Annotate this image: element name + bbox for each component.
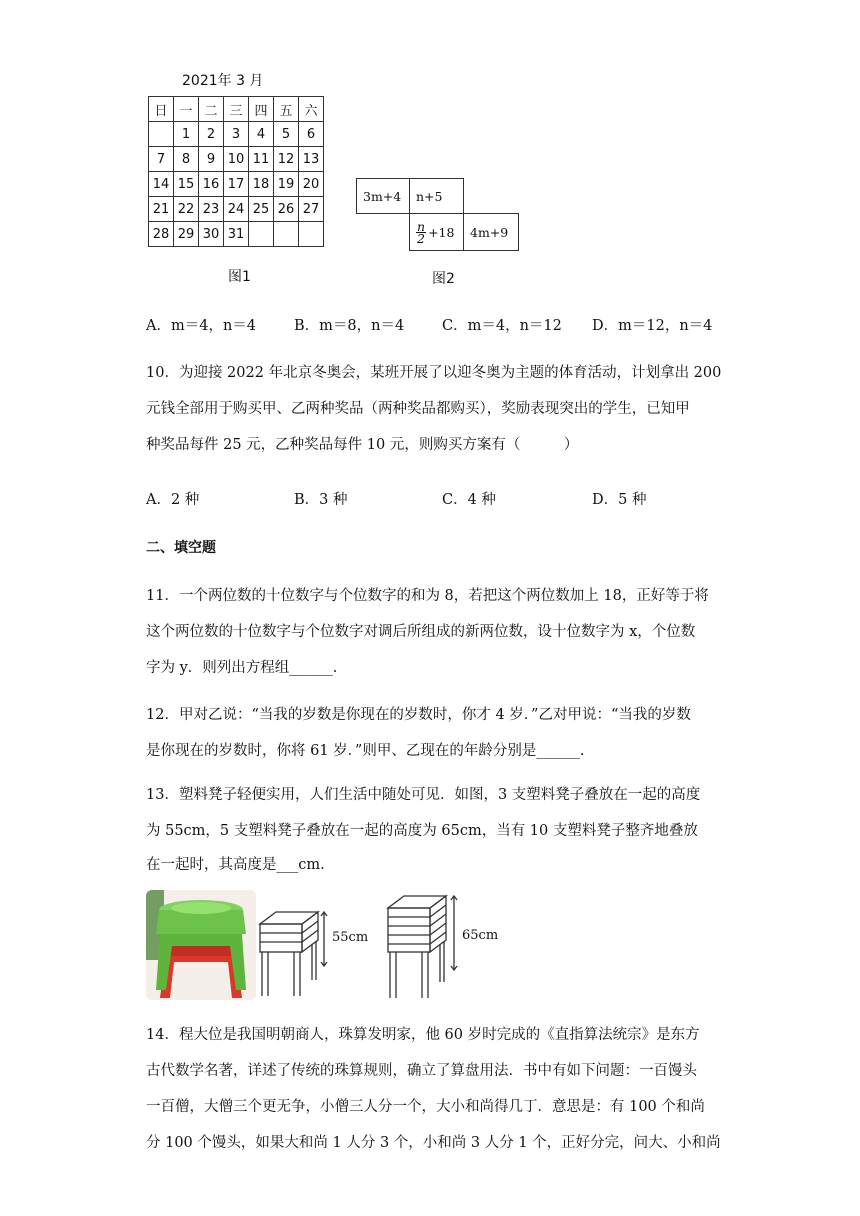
q11-line-1: 11．一个两位数的十位数字与个位数字的和为 8，若把这个两位数加上 18，正好等于将 — [146, 588, 709, 604]
q13-line-2: 为 55cm，5 支塑料凳子叠放在一起的高度为 65cm，当有 10 支塑料凳子整齐地叠放 — [146, 823, 698, 839]
calendar-day — [249, 222, 274, 247]
calendar-day: 26 — [274, 197, 299, 222]
q14-line-2: 古代数学名著，详述了传统的珠算规则，确立了算盘用法．书中有如下问题：一百馒头 — [146, 1063, 697, 1079]
fraction-denominator: 2 — [417, 230, 425, 246]
q10-option-b: B．3 种 — [294, 492, 348, 508]
calendar-day: 5 — [274, 122, 299, 147]
calendar-day: 24 — [224, 197, 249, 222]
q11-line-3: 字为 y．则列出方程组______. — [146, 660, 338, 676]
q10-option-c: C．4 种 — [442, 492, 496, 508]
calendar-table — [148, 96, 324, 247]
weekday-header: 三 — [224, 97, 249, 122]
calendar-week-row — [149, 222, 324, 247]
stool-diagram-large — [384, 894, 464, 1002]
calendar-day: 29 — [174, 222, 199, 247]
calendar-day: 22 — [174, 197, 199, 222]
calendar-week-row — [149, 122, 324, 147]
calendar-day: 30 — [199, 222, 224, 247]
q13-line-1: 13．塑料凳子轻便实用，人们生活中随处可见．如图，3 支塑料凳子叠放在一起的高度 — [146, 787, 701, 803]
q14-line-3: 一百僧，大僧三个更无争，小僧三人分一个，大小和尚得几丁．意思是：有 100 个和尚 — [146, 1099, 705, 1115]
q9-option-b: B．m＝8，n＝4 — [294, 318, 405, 334]
calendar-day: 4 — [249, 122, 274, 147]
q10-line-1: 10．为迎接 2022 年北京冬奥会，某班开展了以迎冬奥为主题的体育活动，计划拿出 200 — [146, 365, 722, 381]
calendar-day: 28 — [149, 222, 174, 247]
q9-option-c: C．m＝4，n＝12 — [442, 318, 562, 334]
calendar-title: 2021年 3 月 — [182, 73, 264, 89]
calendar-day: 10 — [224, 147, 249, 172]
q9-option-a: A．m＝4，n＝4 — [146, 318, 257, 334]
q10-option-d: D．5 种 — [592, 492, 647, 508]
q14-line-1: 14．程大位是我国明朝商人，珠算发明家，他 60 岁时完成的《直指算法统宗》是东方 — [146, 1027, 700, 1043]
q14-line-4: 分 100 个馒头，如果大和尚 1 人分 3 个，小和尚 3 人分 1 个，正好分完，问大、小和尚 — [146, 1135, 721, 1151]
q10-line-3: 种奖品每件 25 元，乙种奖品每件 10 元，则购买方案有（ ） — [146, 437, 579, 453]
box-expression: +18 — [428, 224, 455, 240]
calendar-day: 11 — [249, 147, 274, 172]
q10-line-2: 元钱全部用于购买甲、乙两种奖品（两种奖品都购买），奖励表现突出的学生，已知甲 — [146, 401, 690, 417]
calendar-day: 8 — [174, 147, 199, 172]
weekday-header: 日 — [149, 97, 174, 122]
calendar-day: 12 — [274, 147, 299, 172]
q13-line-3: 在一起时，其高度是___cm. — [146, 857, 325, 873]
calendar-day: 19 — [274, 172, 299, 197]
fraction-numerator: n — [417, 218, 426, 234]
stacked-stools-image — [146, 890, 256, 1000]
weekday-header: 一 — [174, 97, 199, 122]
calendar-header-row — [149, 97, 324, 122]
figure2-caption: 图2 — [432, 271, 455, 287]
height-label-55: 55cm — [332, 930, 369, 945]
calendar-week-row — [149, 197, 324, 222]
figure2-box-3 — [409, 213, 464, 251]
calendar-day: 15 — [174, 172, 199, 197]
weekday-header: 四 — [249, 97, 274, 122]
box-expression: 3m+4 — [363, 188, 402, 204]
calendar-day — [149, 122, 174, 147]
calendar-day: 17 — [224, 172, 249, 197]
box-expression: n+5 — [416, 188, 443, 204]
q11-line-2: 这个两位数的十位数字与个位数字对调后所组成的新两位数，设十位数字为 x，个位数 — [146, 624, 696, 640]
calendar-day: 20 — [299, 172, 324, 197]
calendar-week-row — [149, 172, 324, 197]
figure2-box-1 — [356, 178, 410, 214]
calendar-day: 3 — [224, 122, 249, 147]
calendar-day: 18 — [249, 172, 274, 197]
figure1-caption: 图1 — [228, 269, 251, 285]
weekday-header: 五 — [274, 97, 299, 122]
calendar-day — [274, 222, 299, 247]
calendar-day — [299, 222, 324, 247]
box-expression: 4m+9 — [470, 224, 509, 240]
weekday-header: 六 — [299, 97, 324, 122]
calendar-day: 21 — [149, 197, 174, 222]
q10-option-a: A．2 种 — [146, 492, 200, 508]
section-heading: 二、填空题 — [146, 540, 216, 556]
q12-line-2: 是你现在的岁数时，你将 61 岁．”则甲、乙现在的年龄分别是______. — [146, 743, 585, 759]
calendar-day: 23 — [199, 197, 224, 222]
calendar-day: 2 — [199, 122, 224, 147]
calendar-day: 1 — [174, 122, 199, 147]
q9-option-d: D．m＝12，n＝4 — [592, 318, 713, 334]
calendar-day: 14 — [149, 172, 174, 197]
calendar-week-row — [149, 147, 324, 172]
stool-diagram-small — [256, 910, 376, 1002]
fraction — [416, 218, 426, 246]
height-label-65: 65cm — [462, 928, 499, 943]
calendar-day: 25 — [249, 197, 274, 222]
weekday-header: 二 — [199, 97, 224, 122]
calendar-day: 27 — [299, 197, 324, 222]
stool-photo — [146, 890, 256, 1000]
calendar-day: 6 — [299, 122, 324, 147]
figure2-box-2 — [409, 178, 464, 214]
calendar-day: 16 — [199, 172, 224, 197]
q12-line-1: 12．甲对乙说：“当我的岁数是你现在的岁数时，你才 4 岁．”乙对甲说：“当我的岁数 — [146, 707, 691, 723]
calendar-day: 13 — [299, 147, 324, 172]
calendar-day: 31 — [224, 222, 249, 247]
calendar-day: 7 — [149, 147, 174, 172]
figure2-box-4 — [463, 213, 519, 251]
calendar-day: 9 — [199, 147, 224, 172]
